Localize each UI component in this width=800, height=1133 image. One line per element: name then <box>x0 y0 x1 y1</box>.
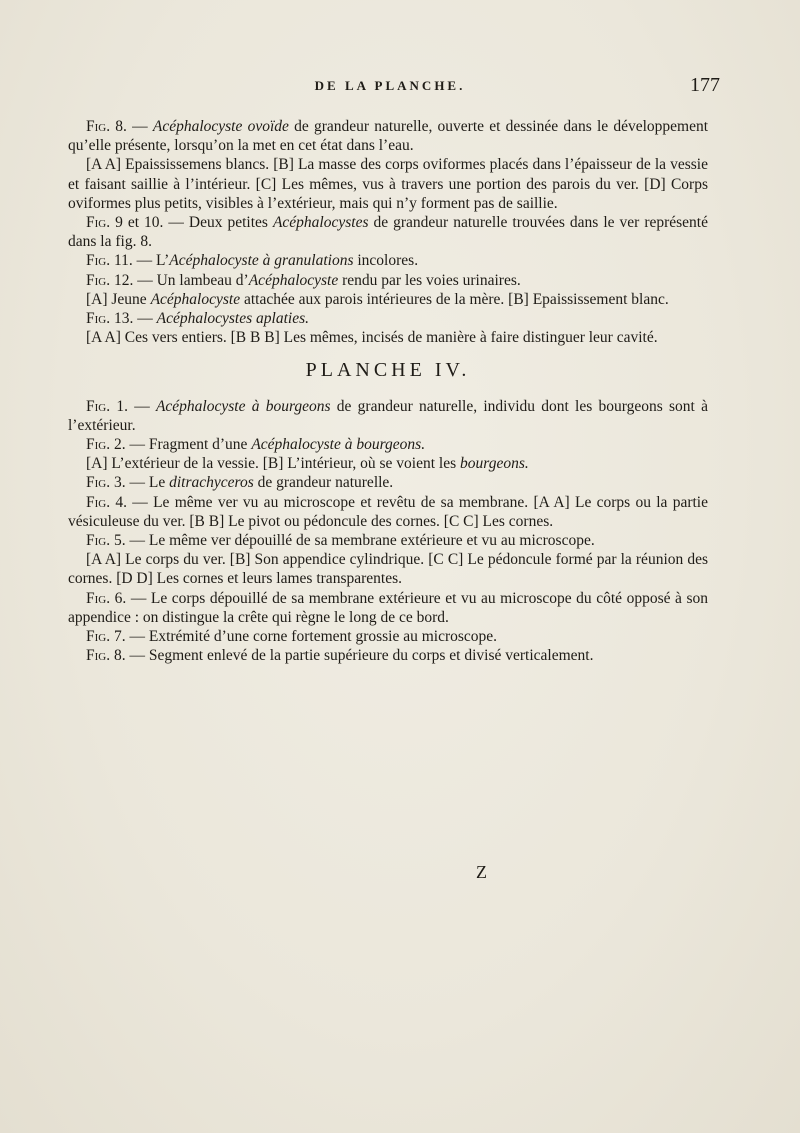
caption-text: — Le même ver dépouillé de sa membrane extérieure et vu au microscope. <box>125 532 595 550</box>
page-header <box>60 74 720 100</box>
caption-paragraph <box>68 271 708 290</box>
caption-text: — Extrémité d’une corne fortement grossie au microscope. <box>125 628 498 646</box>
page-number: 177 <box>690 74 720 96</box>
plate-title: PLANCHE IV. <box>305 359 471 382</box>
caption-paragraph <box>68 251 708 270</box>
caption-paragraph <box>68 646 708 665</box>
caption-text: [A A] Ces vers entiers. [B B B] Les mêmes, incisés de manière à faire distinguer leur cavité. <box>86 329 658 347</box>
caption-paragraph <box>68 213 708 251</box>
caption-text: de grandeur naturelle trouvées dans le ver représenté dans la fig. 8. <box>68 214 708 251</box>
figure-label: Fig. 12. <box>86 271 134 289</box>
caption-text: — <box>127 397 156 415</box>
caption-italic: Acéphalocystes aplaties. <box>156 310 309 328</box>
signature-mark: Z <box>476 862 487 882</box>
caption-text: — Le même ver vu au microscope et revêtu de sa membrane. [A A] Le corps ou la partie vésiculeuse du ver. [B B] Le pivot ou pédoncule des cornes. [C C] Les cornes. <box>68 493 708 530</box>
caption-paragraph <box>68 117 708 155</box>
page-body <box>68 117 708 665</box>
caption-text: — L’ <box>132 252 170 270</box>
figure-label: Fig. 3. <box>86 474 126 492</box>
figure-label: Fig. 11. <box>86 252 133 270</box>
caption-paragraph <box>68 531 708 550</box>
caption-text: [A] L’extérieur de la vessie. [B] L’intérieur, où se voient les <box>86 455 460 473</box>
caption-text: [A] Jeune <box>86 290 151 308</box>
caption-paragraph <box>68 493 708 531</box>
caption-text: et 10. — Deux petites <box>122 214 273 232</box>
caption-text: — Un lambeau d’ <box>133 271 249 289</box>
caption-paragraph <box>68 473 708 492</box>
caption-paragraph <box>68 589 708 627</box>
figure-label: Fig. 7. <box>86 628 126 646</box>
caption-paragraph <box>68 328 708 347</box>
figure-label: Fig. 4. <box>86 493 128 511</box>
caption-paragraph <box>68 309 708 328</box>
caption-text: de grandeur naturelle, ouverte et dessinée dans le développement qu’elle présente, lorsqu’on la met en cet état dans l’eau. <box>68 118 709 155</box>
caption-italic: ditrachyceros <box>169 474 254 492</box>
caption-text: de grandeur naturelle. <box>253 474 394 492</box>
caption-text: — Le <box>125 474 170 492</box>
caption-text: [A A] Le corps du ver. [B] Son appendice cylindrique. [C C] Le pédoncule formé par la réunion des cornes. [D D] Les cornes et leurs lames transparentes. <box>68 551 708 588</box>
figure-label: Fig. 8. <box>86 118 127 135</box>
figure-label: Fig. 13. <box>86 310 134 328</box>
caption-paragraph <box>68 290 708 309</box>
caption-paragraph <box>68 397 708 435</box>
caption-paragraph <box>68 155 708 213</box>
caption-text: — Fragment d’une <box>125 436 252 454</box>
caption-italic: Acéphalocyste <box>150 290 241 308</box>
caption-text: — <box>133 310 157 328</box>
figure-label: Fig. 8. <box>86 647 126 665</box>
caption-italic: Acéphalocystes <box>272 214 369 232</box>
running-head: DE LA PLANCHE. <box>314 78 466 93</box>
caption-paragraph <box>68 435 708 454</box>
caption-italic: bourgeons. <box>460 455 529 473</box>
caption-text: — Le corps dépouillé de sa membrane extérieure et vu au microscope du côté opposé à son appendice : on distingue la crête qui règne le long de ce bord. <box>68 589 708 626</box>
caption-italic: Acéphalocyste ovoïde <box>152 118 289 135</box>
caption-text: [A A] Epaississemens blancs. [B] La masse des corps oviformes placés dans l’épaisseur de la vessie et faisant saillie à l’intérieur. [C] Les mêmes, vus à travers une portion des parois du ver. [D] Corps oviformes plus petits, visibles à l’extérieur, mais qui n’y forment pas de saillie. <box>68 156 708 212</box>
caption-text: rendu par les voies urinaires. <box>338 271 521 289</box>
figure-label: Fig. 6. <box>86 589 127 607</box>
caption-text: incolores. <box>353 252 419 270</box>
caption-text: — Segment enlevé de la partie supérieure du corps et divisé verticalement. <box>125 647 594 665</box>
caption-paragraph <box>68 454 708 473</box>
figure-label: Fig. 5. <box>86 532 126 550</box>
figure-label: Fig. 2. <box>86 436 126 454</box>
caption-paragraph <box>68 627 708 646</box>
caption-italic: Acéphalocyste à bourgeons <box>155 397 331 415</box>
caption-text: — <box>126 118 153 135</box>
caption-italic: Acéphalocyste <box>248 271 339 289</box>
caption-italic: Acéphalocyste à granulations <box>169 252 354 270</box>
caption-text: attachée aux parois intérieures de la mère. [B] Epaississement blanc. <box>240 290 669 308</box>
caption-text: de grandeur naturelle, individu dont les bourgeons sont à l’extérieur. <box>68 397 708 434</box>
figure-label: Fig. 1. <box>86 397 128 415</box>
plate-iii-captions <box>68 117 708 347</box>
figure-label: Fig. 9 <box>86 214 123 232</box>
caption-italic: Acéphalocyste à bourgeons. <box>251 436 426 454</box>
plate-iv-captions <box>68 397 708 666</box>
caption-paragraph <box>68 550 708 588</box>
